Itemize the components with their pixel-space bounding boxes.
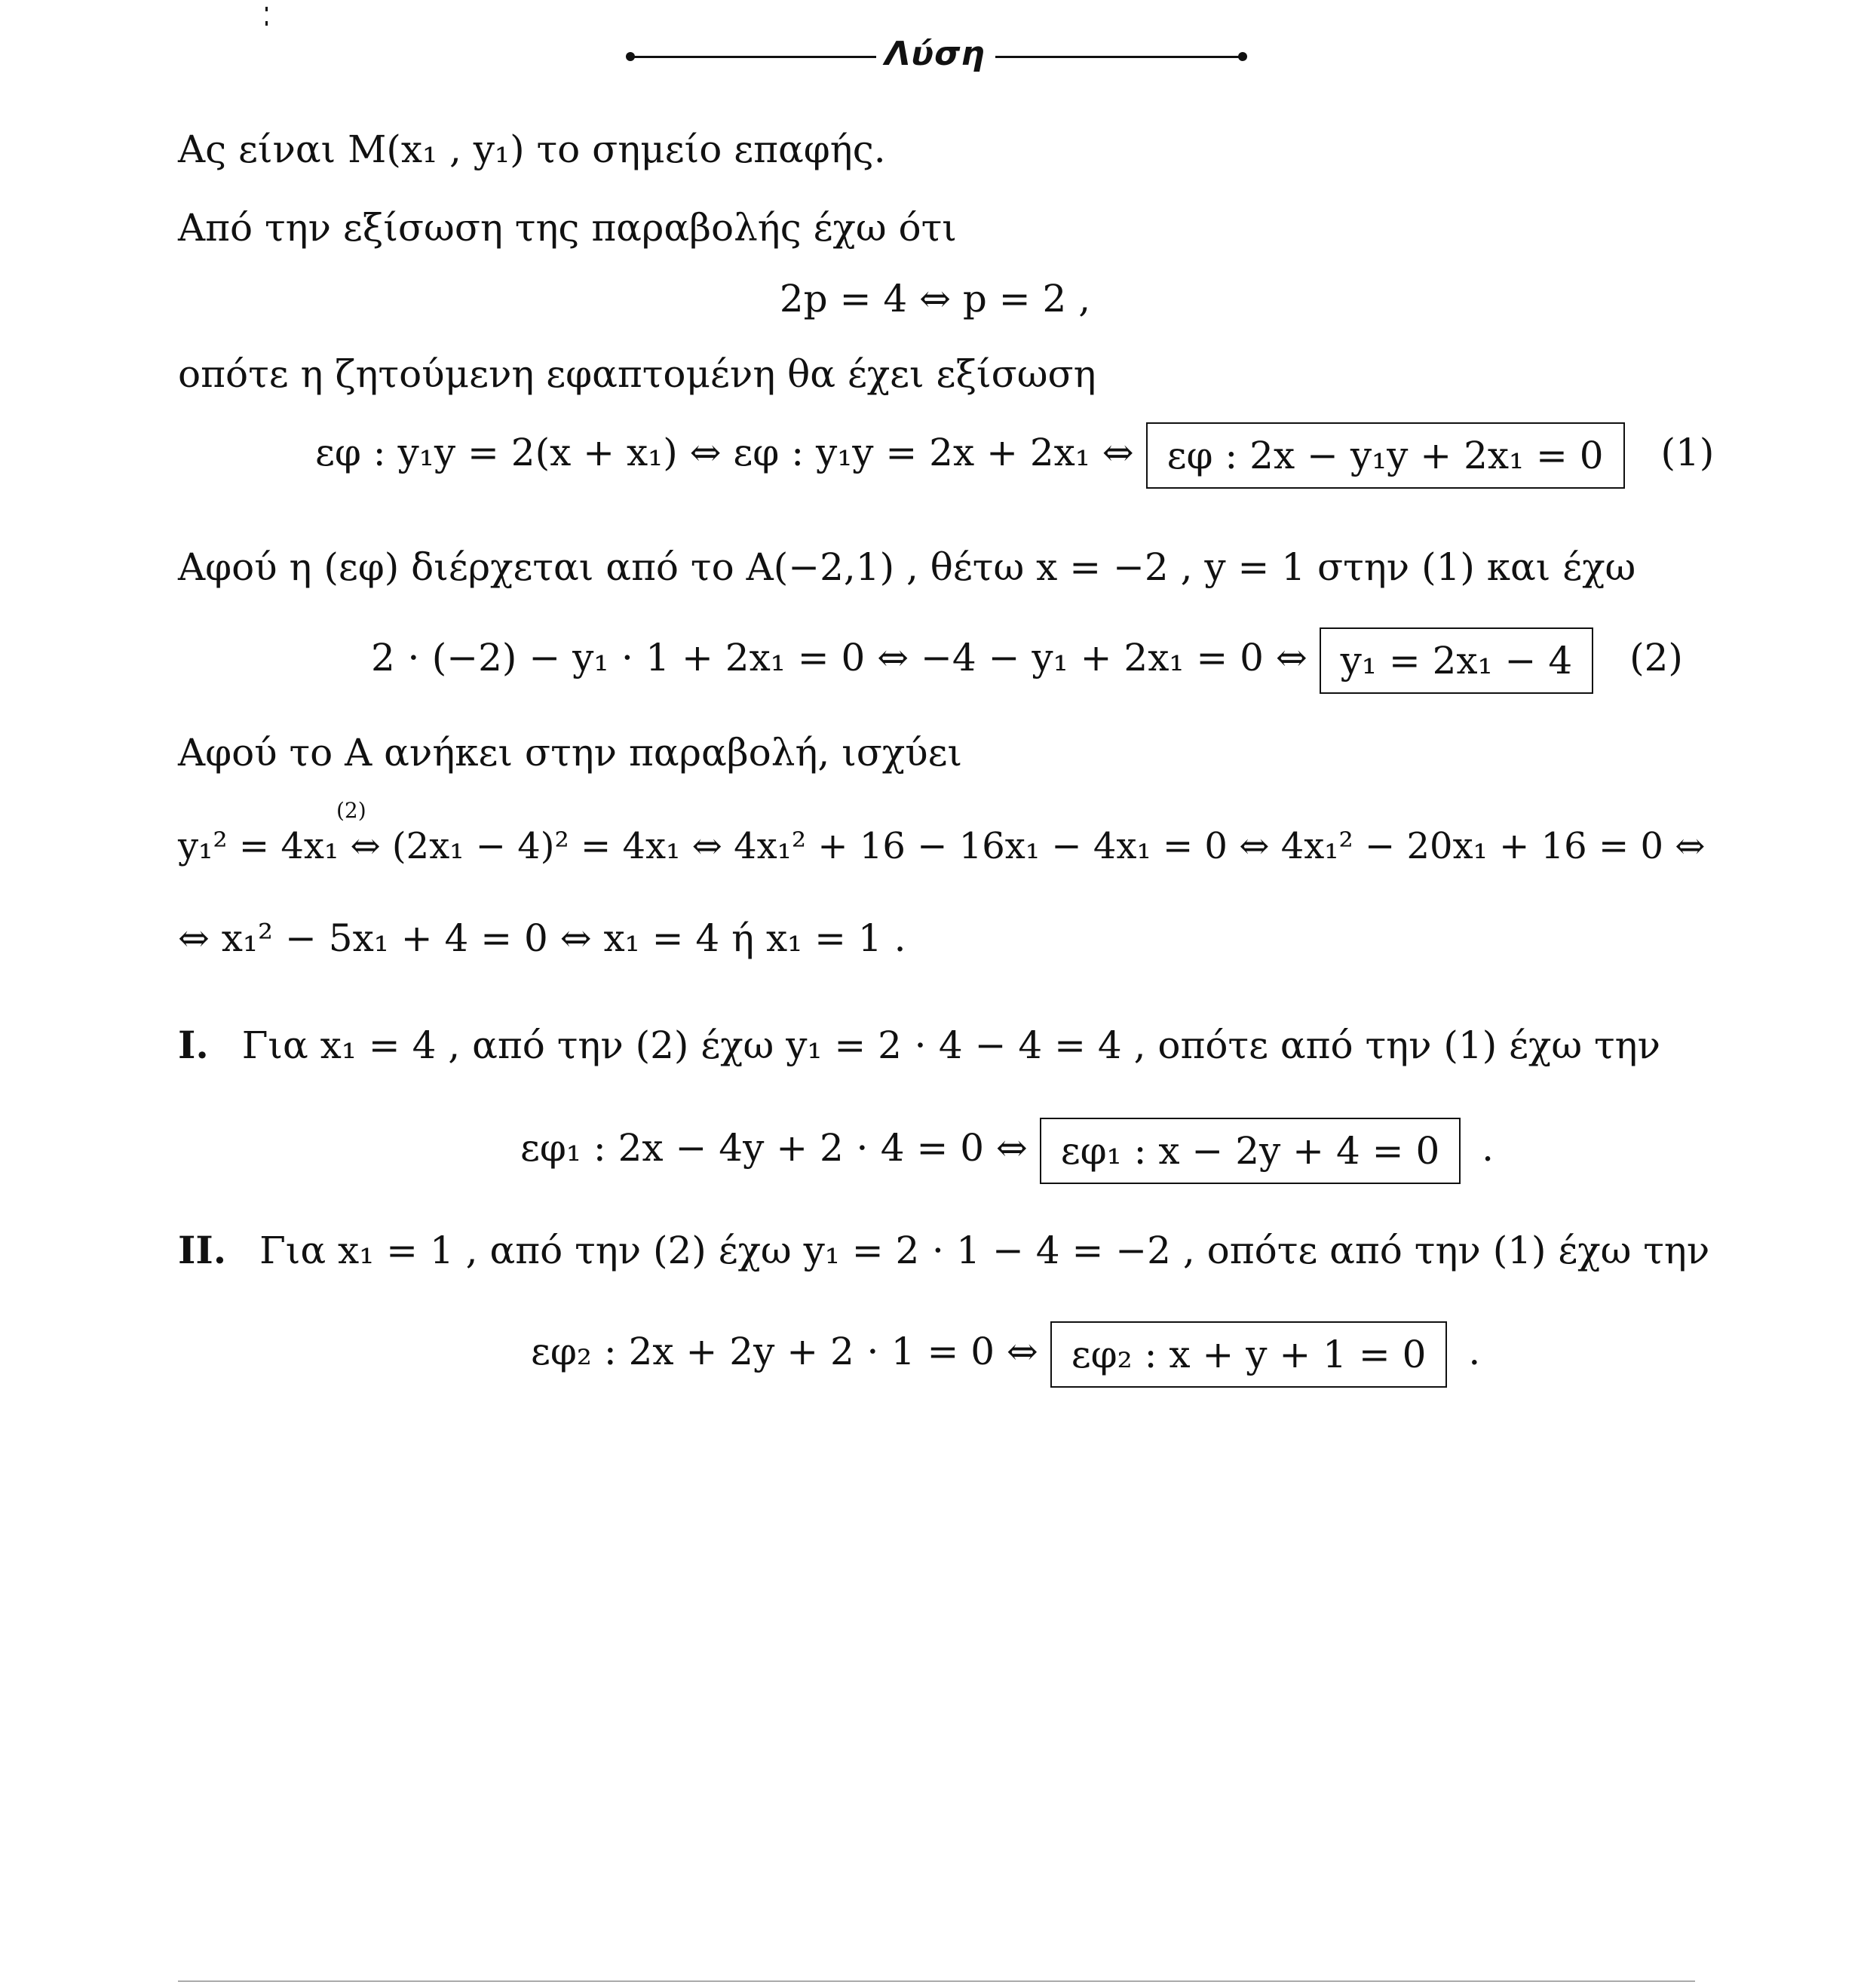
header-rule-right-dot (1238, 52, 1247, 61)
equation-1-tag: (1) (1660, 431, 1715, 474)
header-rule-left (630, 56, 876, 58)
text-line-1: Ας είναι M(x₁ , y₁) το σημείο επαφής. (178, 127, 886, 171)
text-line-4: οπότε η ζητούμενη εφαπτομένη θα έχει εξίσωση (178, 352, 1096, 396)
equation-tangent-2-period: . (1468, 1330, 1481, 1373)
case-1-row (178, 1023, 1660, 1068)
equation-2-tag: (2) (1629, 636, 1683, 680)
case-1-text: Για x₁ = 4 , από την (2) έχω y₁ = 2 ⋅ 4 − 4 = 4 , οπότε από την (1) έχω την (241, 1023, 1661, 1067)
equation-1-row (315, 422, 1714, 489)
case-2-text: Για x₁ = 1 , από την (2) έχω y₁ = 2 ⋅ 1 − 4 = −2 , οπότε από την (1) έχω την (259, 1229, 1710, 1272)
equation-p: 2p = 4 ⇔ p = 2 , (779, 277, 1091, 321)
text-line-8: Αφού το A ανήκει στην παραβολή, ισχύει (178, 731, 963, 775)
equation-1-boxed: εφ : 2x − y₁y + 2x₁ = 0 (1146, 422, 1625, 489)
equation-tangent-2-boxed: εφ₂ : x + y + 1 = 0 (1050, 1321, 1448, 1388)
case-2-number: II. (178, 1228, 227, 1272)
equation-tangent-1-row (520, 1118, 1494, 1184)
equation-quadratic-1: y₁² = 4x₁ ⇔ (2x₁ − 4)² = 4x₁ ⇔ 4x₁² + 16 − 16x₁ − 4x₁ = 0 ⇔ 4x₁² − 20x₁ + 16 = 0 ⇔ (178, 825, 1706, 867)
top-edge-mark (265, 0, 273, 5)
equation-2-boxed: y₁ = 2x₁ − 4 (1320, 627, 1594, 694)
equation-2-left: 2 ⋅ (−2) − y₁ ⋅ 1 + 2x₁ = 0 ⇔ −4 − y₁ + 2x₁ = 0 ⇔ (371, 636, 1307, 680)
equation-1-left: εφ : y₁y = 2(x + x₁) ⇔ εφ : y₁y = 2x + 2x₁ ⇔ (315, 431, 1134, 474)
equation-tangent-2-left: εφ₂ : 2x + 2y + 2 ⋅ 1 = 0 ⇔ (531, 1330, 1038, 1373)
equivalence-annotation: (2) (336, 798, 366, 823)
text-line-6: Αφού η (εφ) διέρχεται από το A(−2,1) , θέτω x = −2 , y = 1 στην (1) και έχω (178, 545, 1636, 589)
equation-quadratic-2: ⇔ x₁² − 5x₁ + 4 = 0 ⇔ x₁ = 4 ή x₁ = 1 . (178, 916, 906, 960)
text-line-2: Από την εξίσωση της παραβολής έχω ότι (178, 206, 957, 250)
case-2-row (178, 1228, 1709, 1273)
equation-2-row (371, 627, 1683, 694)
header-rule-right (995, 56, 1241, 58)
footer-rule (178, 1980, 1695, 1982)
equation-tangent-1-period: . (1482, 1126, 1494, 1170)
section-title: Λύση (884, 35, 986, 73)
equation-tangent-1-boxed: εφ₁ : x − 2y + 4 = 0 (1040, 1118, 1461, 1184)
case-1-number: I. (178, 1023, 209, 1067)
equation-tangent-1-left: εφ₁ : 2x − 4y + 2 ⋅ 4 = 0 ⇔ (520, 1126, 1028, 1170)
equation-tangent-2-row (531, 1321, 1480, 1388)
